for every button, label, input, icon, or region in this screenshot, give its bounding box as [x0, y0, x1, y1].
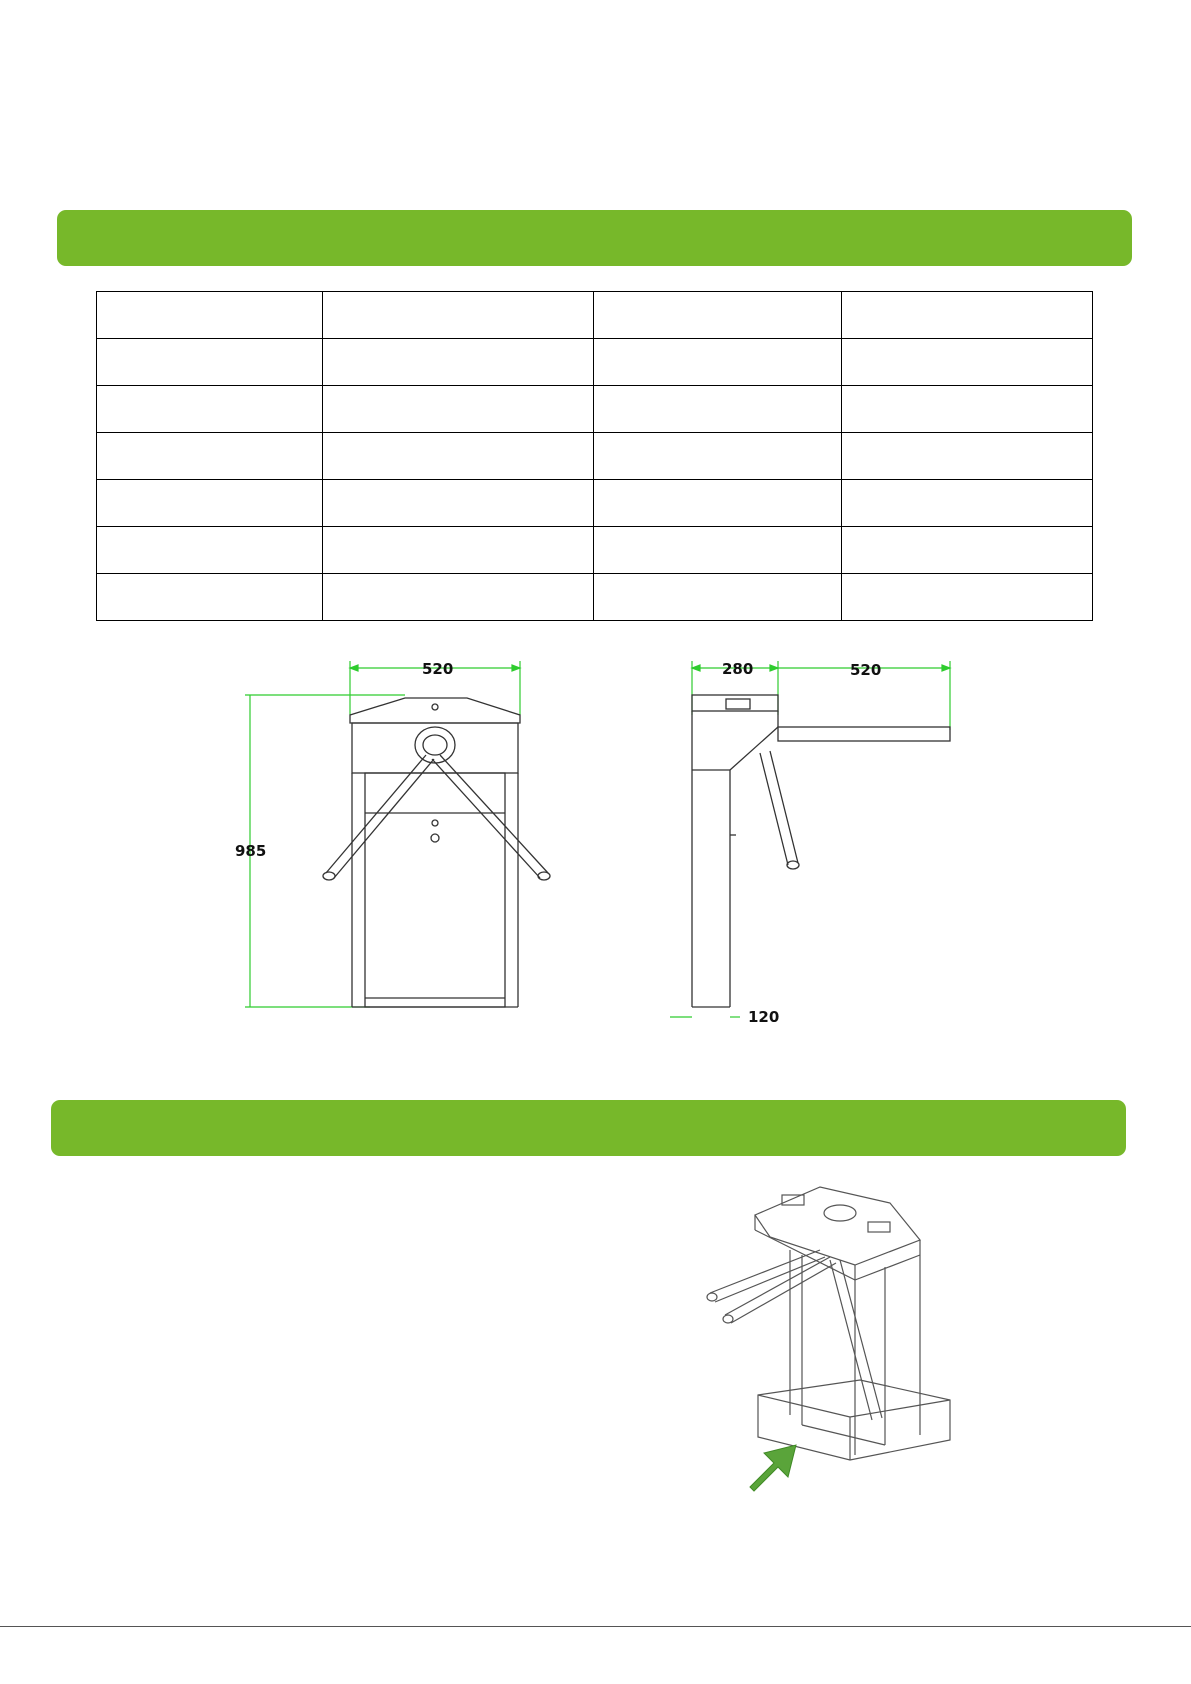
- section-header-banner: [57, 210, 1132, 266]
- table-cell: [97, 574, 323, 621]
- table-cell: [323, 574, 594, 621]
- turnstile-side-body: [692, 695, 950, 1007]
- table-cell: [842, 527, 1093, 574]
- side-depth-label: 280: [722, 660, 754, 678]
- side-view-drawing: [660, 655, 960, 1025]
- dimension-lines: [670, 661, 950, 1017]
- table-cell: [842, 574, 1093, 621]
- table-cell: [323, 433, 594, 480]
- table-row: [97, 339, 1093, 386]
- table-cell: [842, 386, 1093, 433]
- table-row: [97, 386, 1093, 433]
- table-cell: [594, 386, 842, 433]
- table-cell: [594, 527, 842, 574]
- table-row: [97, 527, 1093, 574]
- table-cell: [97, 480, 323, 527]
- section-header-banner: [51, 1100, 1126, 1156]
- table-row: [97, 574, 1093, 621]
- table-cell: [842, 339, 1093, 386]
- table-cell: [97, 386, 323, 433]
- table-cell: [594, 339, 842, 386]
- footer-divider: [0, 1626, 1191, 1627]
- arrow-icon: [750, 1445, 796, 1491]
- turnstile-isometric: [707, 1187, 950, 1460]
- front-width-label: 520: [422, 660, 454, 678]
- specification-table: [96, 291, 1093, 621]
- installation-illustration: [680, 1175, 970, 1495]
- turnstile-front-body: [323, 698, 550, 1007]
- table-cell: [323, 292, 594, 339]
- table-cell: [97, 339, 323, 386]
- base-offset-label: 120: [748, 1008, 780, 1025]
- table-cell: [323, 386, 594, 433]
- table-cell: [97, 433, 323, 480]
- table-cell: [594, 292, 842, 339]
- table-cell: [323, 339, 594, 386]
- table-row: [97, 433, 1093, 480]
- table-cell: [594, 480, 842, 527]
- table-cell: [97, 527, 323, 574]
- table-cell: [842, 292, 1093, 339]
- front-view-drawing: [230, 655, 560, 1025]
- table-row: [97, 292, 1093, 339]
- table-cell: [842, 480, 1093, 527]
- arm-length-label: 520: [850, 661, 882, 679]
- table-cell: [594, 574, 842, 621]
- table-cell: [323, 480, 594, 527]
- table-row: [97, 480, 1093, 527]
- table-cell: [323, 527, 594, 574]
- height-label: 985: [235, 842, 267, 860]
- table-cell: [842, 433, 1093, 480]
- dimension-lines: [245, 661, 520, 1007]
- table-cell: [97, 292, 323, 339]
- table-cell: [594, 433, 842, 480]
